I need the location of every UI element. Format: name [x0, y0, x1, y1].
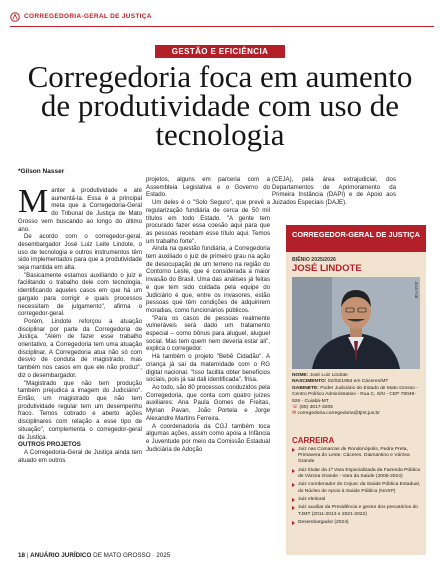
mail-icon: ✉	[292, 411, 297, 417]
lead-paragraph	[18, 183, 142, 233]
bullet-triangle-icon	[292, 521, 295, 525]
paragraph: Ao todo, são 80 processos conduzidos pela Corregedoria, que conta com quatro juízes auxiliares: Ana Paula Gomes de Freitas, Myrian Pavan, João Portela e Jorge Alexandre Martins Ferreira.	[146, 383, 270, 422]
list-item-text: Desembargador (2024)	[298, 519, 349, 525]
list-item	[292, 468, 422, 480]
paragraph: "Para os casos de pessoas realmente vulneráveis será dado um tratamento especial – como bônus para aluguel, aluguel social. Mas tem quem nem deveria estar ali", explica o corregedor.	[146, 314, 270, 353]
byline: *Gilson Nasser	[18, 168, 65, 175]
profile-info	[292, 373, 422, 418]
publication-name: ANUÁRIO JURÍDICO	[30, 552, 92, 559]
section-header-bar	[10, 12, 434, 27]
bullet-triangle-icon	[292, 448, 295, 452]
info-value: (65) 3617-3205	[299, 405, 333, 411]
page-title: Corregedoria foca em aumento de produtividade com uso de tecnologia	[27, 59, 413, 152]
list-item-text: Juiz titular da 1ª Vara Especializada da Fazenda Pública de Várzea Grande - Vara da Saúde (2005-2024)	[298, 467, 421, 479]
paragraph: A Corregedoria-Geral de Justiça ainda tem atuado em outros	[18, 448, 142, 464]
list-item-text: Juiz eleitoral	[298, 496, 326, 502]
bullet-triangle-icon	[292, 483, 295, 487]
info-value: 02/03/1963 em Cáceres/MT	[327, 379, 389, 385]
kicker-label: GESTÃO E EFICIÊNCIA	[155, 45, 285, 58]
term-label: BIÊNIO 2025/2026	[292, 257, 336, 263]
bullet-triangle-icon	[292, 469, 295, 473]
court-logo-icon	[10, 12, 20, 22]
page-number: 18	[18, 552, 26, 559]
dropcap: M	[18, 183, 49, 220]
page-footer	[18, 552, 170, 559]
paragraph: projetos, alguns em parceria com a Assembleia Legislativa e o Governo do Estado.	[146, 176, 270, 199]
info-label: GABINETE:	[292, 385, 319, 391]
paragraph: A coordenadoria da CGJ também toca algumas ações, assim como apoia a Infância e Juventude por meio da Comissão Estadual Judiciária de Adoção	[146, 422, 270, 453]
paragraph-text: anter a produtividade e até aumentá-la. Essa é a principal meta que a Corregedoria-Geral do Tribunal de Justiça de Mato Grosso vem buscando ao longo do último ano.	[18, 187, 142, 233]
footer-separator: |	[26, 552, 29, 559]
paragraph: Ainda na questão fundiária, a Corregedoria tem auxiliado o juiz de primeiro grau na ação de desocupação de um terreno na região do Contorno Leste, que é considerada a maior invasão do Brasil. Uma das análises já feitas e que tem sido cuidada pela equipe do Judiciário é que, entre os invasores, estão pessoas que têm condições de adquirirem moradias, como funcionários públicos.	[146, 245, 270, 314]
paragraph: "Basicamente estamos auxiliando o juiz e facilitando o trabalho dele com tecnologia, identificando aqueles casos em que há um gargalo para corrigir e quais processos necessitam de julgamento", afirma o corregedor-geral.	[18, 271, 142, 318]
list-item	[292, 520, 422, 526]
article-column-1	[18, 183, 142, 464]
publication-suffix: DE MATO GROSSO · 2025	[93, 552, 171, 559]
photo-credit: JEAN FSB	[414, 281, 418, 299]
article-column-3	[272, 176, 396, 207]
list-item-text: Juiz nas Comarcas de Rondonópolis, Pedra Preta, Primavera do Leste, Cáceres, Diamantino e Várzea Grande	[298, 447, 410, 465]
subheading: OUTROS PROJETOS	[18, 441, 81, 449]
phone-icon: ☏	[292, 405, 299, 411]
list-item-text: Juiz auxiliar da Presidência e gestor dos precatórios do TJMT (2011-2013 e 2021-2022)	[298, 505, 418, 517]
profile-name: JOSÉ LINDOTE	[292, 263, 362, 274]
profile-sidebar	[286, 225, 426, 555]
article-column-2	[146, 176, 270, 453]
sidebar-title: CORREGEDOR-GERAL DE JUSTIÇA	[286, 225, 426, 252]
career-title: CARREIRA	[292, 436, 335, 445]
section-name: CORREGEDORIA-GERAL DE JUSTIÇA	[24, 13, 152, 20]
info-value: José Luiz Lindote	[309, 373, 348, 378]
info-value: corregedoria.corregedoria@tjmt.jus.br	[297, 411, 380, 417]
paragraph: Um deles é o "Solo Seguro", que prevê a regularização fundiária de cerca de 50 mil títulos em todo Estado. "A gente tem procurado fazer essa coesão aqui para que as pessoas recebam esse título aqui. Temos um trabalho forte".	[146, 199, 270, 245]
info-value: Poder Judiciário do Estado de Mato Grosso - Centro Político Administrativo - Rua C, S/N - CEP 78049-926 - Cuiabá-MT	[292, 385, 418, 404]
paragraph: Porém, Lindote reforçou a atuação disciplinar por parte da Corregedoria de Justiça. "Além de fazer esse trabalho orientativo, a Corregedoria tem uma atuação disciplinar. A Corregedoria atua não só com desvio de conduta de magistrado, mas também nos casos em que ele não produz", diz o desembargador.	[18, 317, 142, 379]
info-row-email	[292, 411, 422, 417]
bullet-triangle-icon	[292, 498, 295, 502]
list-item	[292, 447, 422, 466]
list-item	[292, 505, 422, 517]
list-item-text: Juiz coordenador do Cejusc da Saúde Pública Estadual, do Núcleo de Apoio à Saúde Pública (NASP)	[298, 482, 421, 494]
paragraph: "Magistrado que não tem produção também prejudica a imagem do Judiciário". Então, um magistrado que não tem produtividade regular tem um desempenho fraco. Temos cobrado e aberto ações disciplinares com relação a esse tipo de situação", complementa o corregedor-geral de Justiça.	[18, 379, 142, 441]
list-item	[292, 497, 422, 503]
info-label: NASCIMENTO:	[292, 379, 327, 385]
list-item	[292, 482, 422, 494]
info-row-office	[292, 386, 422, 405]
bullet-triangle-icon	[292, 506, 295, 510]
paragraph: De acordo com o corregedor-geral, desembargador José Luiz Leite Lindote, o uso de tecnologia e outros instrumentos têm sido implementados para que a produtividade seja mantida em alta.	[18, 233, 142, 272]
paragraph: Há também o projeto "Bebê Cidadão". A criança já sai da maternidade com o RG digital nacional. "Isso facilita obter benefícios sociais, pois já sai dali identificada", frisa.	[146, 353, 270, 384]
profile-photo	[292, 277, 420, 369]
paragraph: (CEJA), pela área extrajudicial, dos Departamentos de Aprimoramento da Primeira Instância (DAPI) e de Apoio aos Juizados Especiais (DAJE).	[272, 176, 396, 207]
career-list	[292, 447, 422, 528]
info-label: NOME:	[292, 373, 309, 378]
